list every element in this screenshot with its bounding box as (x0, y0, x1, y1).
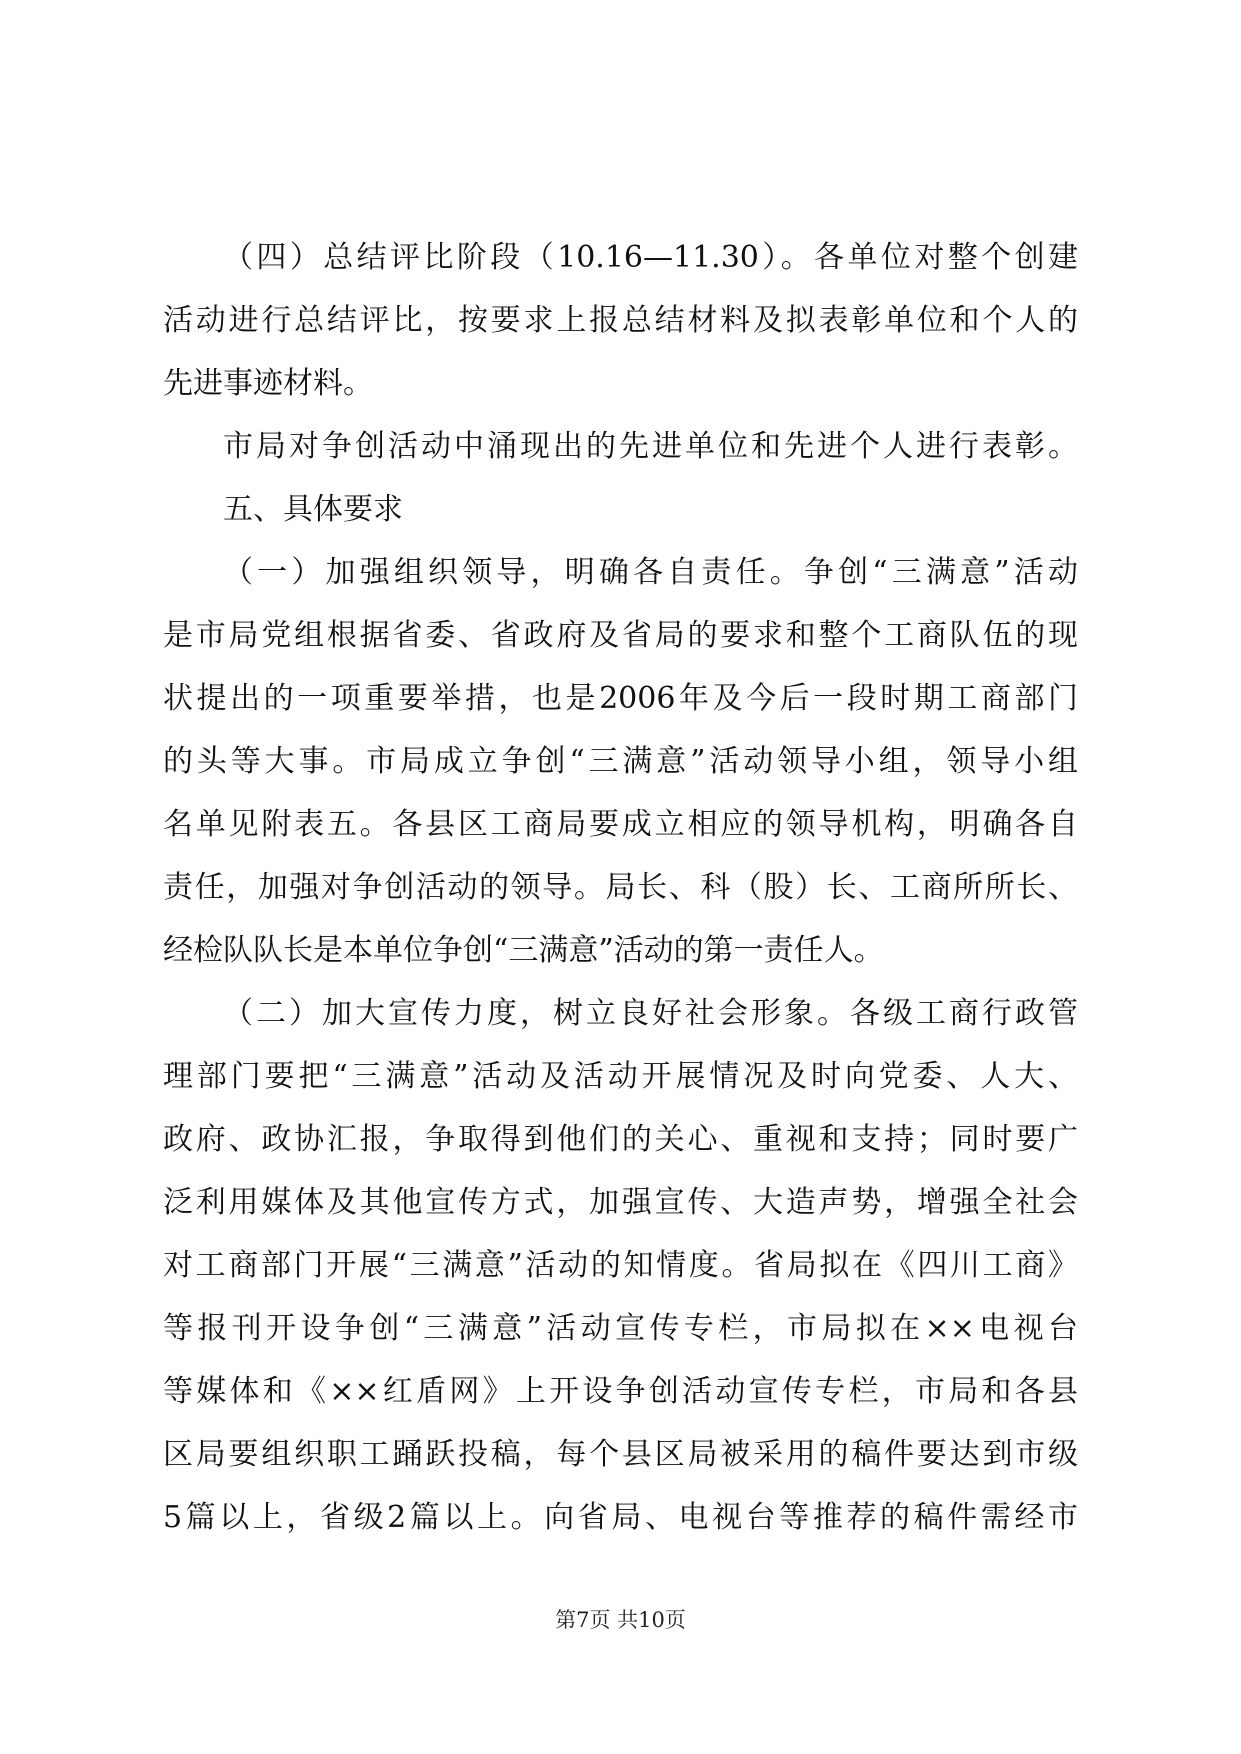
text-line: 责任，加强对争创活动的领导。局长、科（股）长、工商所所长、 (163, 870, 1078, 905)
text-line: 对工商部门开展“三满意”活动的知情度。省局拟在《四川工商》 (163, 1248, 1078, 1283)
text-line: 名单见附表五。各县区工商局要成立相应的领导机构，明确各自 (163, 807, 1078, 842)
text-line: 区局要组织职工踊跃投稿，每个县区局被采用的稿件要达到市级 (163, 1437, 1078, 1472)
page-footer (0, 1605, 1241, 1635)
text-line: 先进事迹材料。 (163, 366, 373, 401)
text-line: 等媒体和《××红盾网》上开设争创活动宣传专栏，市局和各县 (163, 1374, 1078, 1409)
text-line: （一）加强组织领导，明确各自责任。争创“三满意”活动 (223, 555, 1078, 590)
text-line: （四）总结评比阶段（10.16—11.30）。各单位对整个创建 (223, 240, 1078, 275)
text-line: 5篇以上，省级2篇以上。向省局、电视台等推荐的稿件需经市 (163, 1500, 1078, 1535)
text-line: 经检队队长是本单位争创“三满意”活动的第一责任人。 (163, 933, 884, 968)
text-line: （二）加大宣传力度，树立良好社会形象。各级工商行政管 (223, 996, 1078, 1031)
text-line: 是市局党组根据省委、省政府及省局的要求和整个工商队伍的现 (163, 618, 1078, 653)
text-line: 活动进行总结评比，按要求上报总结材料及拟表彰单位和个人的 (163, 303, 1078, 338)
document-body (163, 226, 1078, 1549)
text-line: 泛利用媒体及其他宣传方式，加强宣传、大造声势，增强全社会 (163, 1185, 1078, 1220)
text-line: 状提出的一项重要举措，也是2006年及今后一段时期工商部门 (163, 681, 1078, 716)
page-number: 第7页 共10页 (555, 1608, 686, 1632)
section-heading: 五、具体要求 (223, 492, 403, 527)
text-line: 理部门要把“三满意”活动及活动开展情况及时向党委、人大、 (163, 1059, 1078, 1094)
text-line: 市局对争创活动中涌现出的先进单位和先进个人进行表彰。 (223, 429, 1078, 464)
text-line: 政府、政协汇报，争取得到他们的关心、重视和支持；同时要广 (163, 1122, 1078, 1157)
text-line: 等报刊开设争创“三满意”活动宣传专栏，市局拟在××电视台 (163, 1311, 1078, 1346)
text-line: 的头等大事。市局成立争创“三满意”活动领导小组，领导小组 (163, 744, 1078, 779)
